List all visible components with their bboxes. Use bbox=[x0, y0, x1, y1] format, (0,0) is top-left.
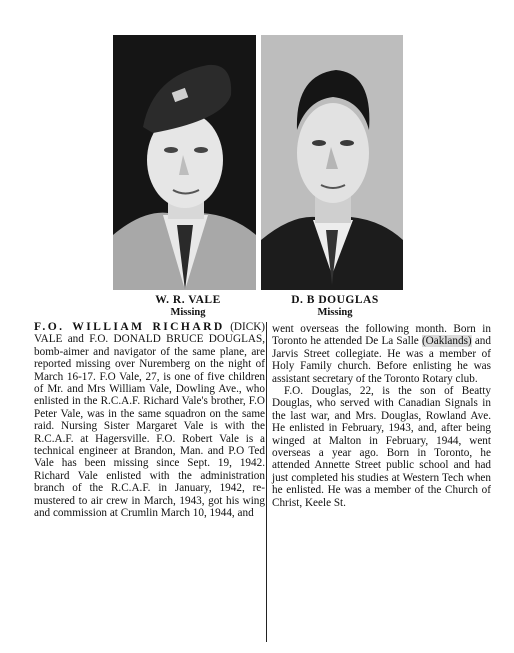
article-lead: F.O. WILLIAM RICHARD bbox=[34, 320, 225, 333]
article-paragraph-douglas: F.O. Douglas, 22, is the son of Beatty Douglas, who served with Canadian Signals in the last war, and Mrs. Douglas, Rowland Ave. He enlisted in February, 1943, and, after being winged at Malton in February, 1944, went overseas a year ago. Born in Toronto, he attended Annette Street public school and had just completed his studies at Western Tech when he enlisted. He was a member of the Church of Christ, Keele St. bbox=[272, 385, 491, 509]
caption-name: W. R. VALE bbox=[155, 294, 221, 306]
photo-caption-vale bbox=[128, 294, 248, 318]
article-right-column bbox=[272, 323, 491, 509]
portrait-photo-vale bbox=[113, 35, 256, 290]
caption-status: Missing bbox=[170, 307, 206, 318]
article-body-left: (DICK) VALE and F.O. DONALD BRUCE DOUGLAS, bomb-aimer and navigator of the same plane, are reported missing over Nuremberg on the night of March 16-17. F.O Vale, 27, is one of five children of Mr. and Mrs William Vale, Dowling Ave., who enlisted in the R.C.A.F. Richard Vale's brother, F.O Peter Vale, was in the same squadron on the same raid. Nursing Sister Margaret Vale is with the R.C.A.F. at Hagersville. F.O. Robert Vale is a technical engineer at Brandon, Man. and P.O Ted Vale has been missing since Sept. 19, 1942. Richard Vale enlisted with the administration branch of the R.C.A.F. in January, 1942, re-mustered to air crew in March, 1943, got his wing and commission at Crumlin March 10, 1944, and bbox=[34, 321, 266, 520]
caption-status: Missing bbox=[317, 307, 353, 318]
article-left-column bbox=[34, 321, 265, 520]
article-body-right-1: went overseas the following month. Born in Toronto he attended De La Salle bbox=[272, 323, 491, 348]
article-body-right-2: and Jarvis Street collegiate. He was a member of Holy Family church. Before enlisting he was assistant secretary of the Toronto Rotary club. bbox=[272, 335, 491, 385]
portrait-photo-douglas bbox=[261, 35, 403, 290]
caption-name: D. B DOUGLAS bbox=[291, 294, 379, 306]
photo-caption-douglas bbox=[270, 294, 400, 318]
highlighted-text: (Oaklands) bbox=[421, 335, 472, 348]
column-divider bbox=[266, 322, 267, 642]
